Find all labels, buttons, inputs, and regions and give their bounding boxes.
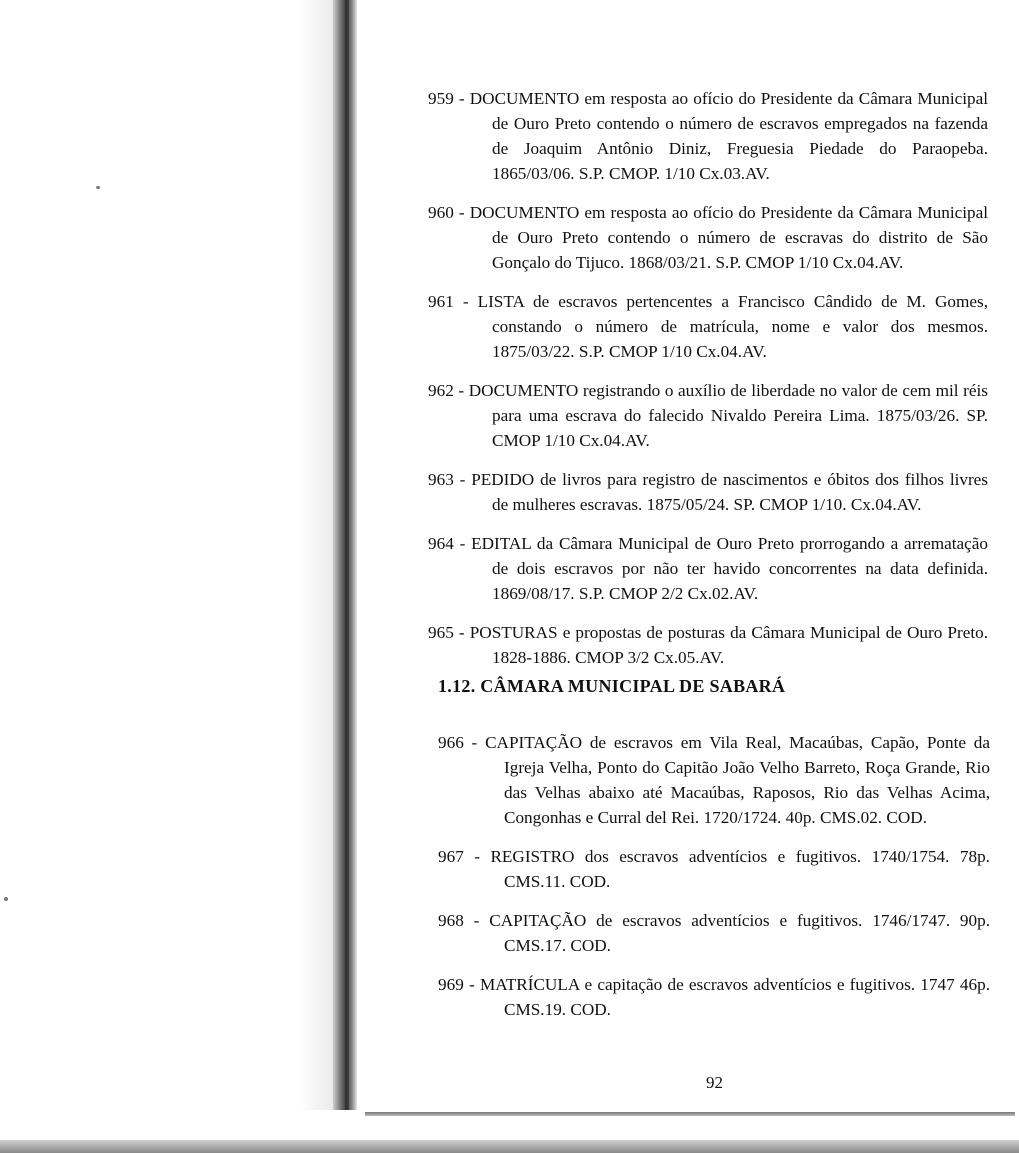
entry-number: 960 - <box>428 203 465 222</box>
scan-speck <box>96 186 100 189</box>
entry-text: DOCUMENTO em resposta ao ofício do Presidente da Câmara Municipal de Ouro Preto contendo o número de escravos empregados na fazenda de Joaquim Antônio Diniz, Freguesia Piedade do Paraopeba. 1865/03/06. S.P. CMOP. 1/10 Cx.03.AV. <box>469 89 988 183</box>
entry-text: POSTURAS e propostas de posturas da Câmara Municipal de Ouro Preto. 1828-1886. CMOP 3/2 Cx.05.AV. <box>469 623 989 667</box>
list-item <box>428 289 988 364</box>
entry-number: 969 - <box>438 975 475 994</box>
section-title: 1.12. CÂMARA MUNICIPAL DE SABARÁ <box>438 676 786 696</box>
left-page-shade <box>300 0 333 1110</box>
gutter-edge <box>345 0 349 1110</box>
list-item <box>428 531 988 606</box>
page-number: 92 <box>706 1073 723 1092</box>
list-item <box>438 730 990 830</box>
list-item <box>428 620 988 670</box>
entries-list-top <box>428 86 988 684</box>
page-bottom-edge <box>365 1112 1015 1116</box>
entry-text: REGISTRO dos escravos adventícios e fugitivos. 1740/1754. 78p. CMS.11. COD. <box>490 847 990 891</box>
list-item <box>438 844 990 894</box>
entry-text: MATRÍCULA e capitação de escravos adventícios e fugitivos. 1747 46p. CMS.19. COD. <box>479 975 990 1019</box>
list-item <box>428 200 988 275</box>
entry-number: 965 - <box>428 623 465 642</box>
entry-number: 966 - <box>438 733 478 752</box>
entry-text: CAPITAÇÃO de escravos em Vila Real, Macaúbas, Capão, Ponte da Igreja Velha, Ponto do Capitão João Velho Barreto, Roça Grande, Rio das Velhas abaixo até Macaúbas, Raposos, Rio das Velhas Acima, Congonhas e Curral del Rei. 1720/1724. 40p. CMS.02. COD. <box>485 733 990 827</box>
entry-number: 961 - <box>428 292 469 311</box>
list-item <box>428 467 988 517</box>
list-item <box>428 86 988 186</box>
entry-number: 964 - <box>428 534 466 553</box>
entry-text: CAPITAÇÃO de escravos adventícios e fugitivos. 1746/1747. 90p. CMS.17. COD. <box>489 911 991 955</box>
entry-text: EDITAL da Câmara Municipal de Ouro Preto prorrogando a arrematação de dois escravos por não ter havido concorrentes na data definida. 1869/08/17. S.P. CMOP 2/2 Cx.02.AV. <box>471 534 988 603</box>
entry-text: LISTA de escravos pertencentes a Francisco Cândido de M. Gomes, constando o número de matrícula, nome e valor dos mesmos. 1875/03/22. S.P. CMOP 1/10 Cx.04.AV. <box>477 292 988 361</box>
list-item <box>428 378 988 453</box>
scan-speck <box>4 897 8 901</box>
list-item <box>438 908 990 958</box>
entry-text: DOCUMENTO em resposta ao ofício do Presidente da Câmara Municipal de Ouro Preto contendo o número de escravas do distrito de São Gonçalo do Tijuco. 1868/03/21. S.P. CMOP 1/10 Cx.04.AV. <box>469 203 988 272</box>
entries-list-bottom <box>438 730 990 1036</box>
entry-text: PEDIDO de livros para registro de nascimentos e óbitos dos filhos livres de mulheres escravas. 1875/05/24. SP. CMOP 1/10. Cx.04.AV. <box>471 470 988 514</box>
entry-number: 959 - <box>428 89 465 108</box>
entry-text: DOCUMENTO registrando o auxílio de liberdade no valor de cem mil réis para uma escrava do falecido Nivaldo Pereira Lima. 1875/03/26. SP. CMOP 1/10 Cx.04.AV. <box>468 381 988 450</box>
entry-number: 967 - <box>438 847 480 866</box>
entry-number: 962 - <box>428 381 465 400</box>
entry-number: 963 - <box>428 470 466 489</box>
list-item <box>438 972 990 1022</box>
entry-number: 968 - <box>438 911 480 930</box>
scan-bottom-strip <box>0 1140 1019 1153</box>
